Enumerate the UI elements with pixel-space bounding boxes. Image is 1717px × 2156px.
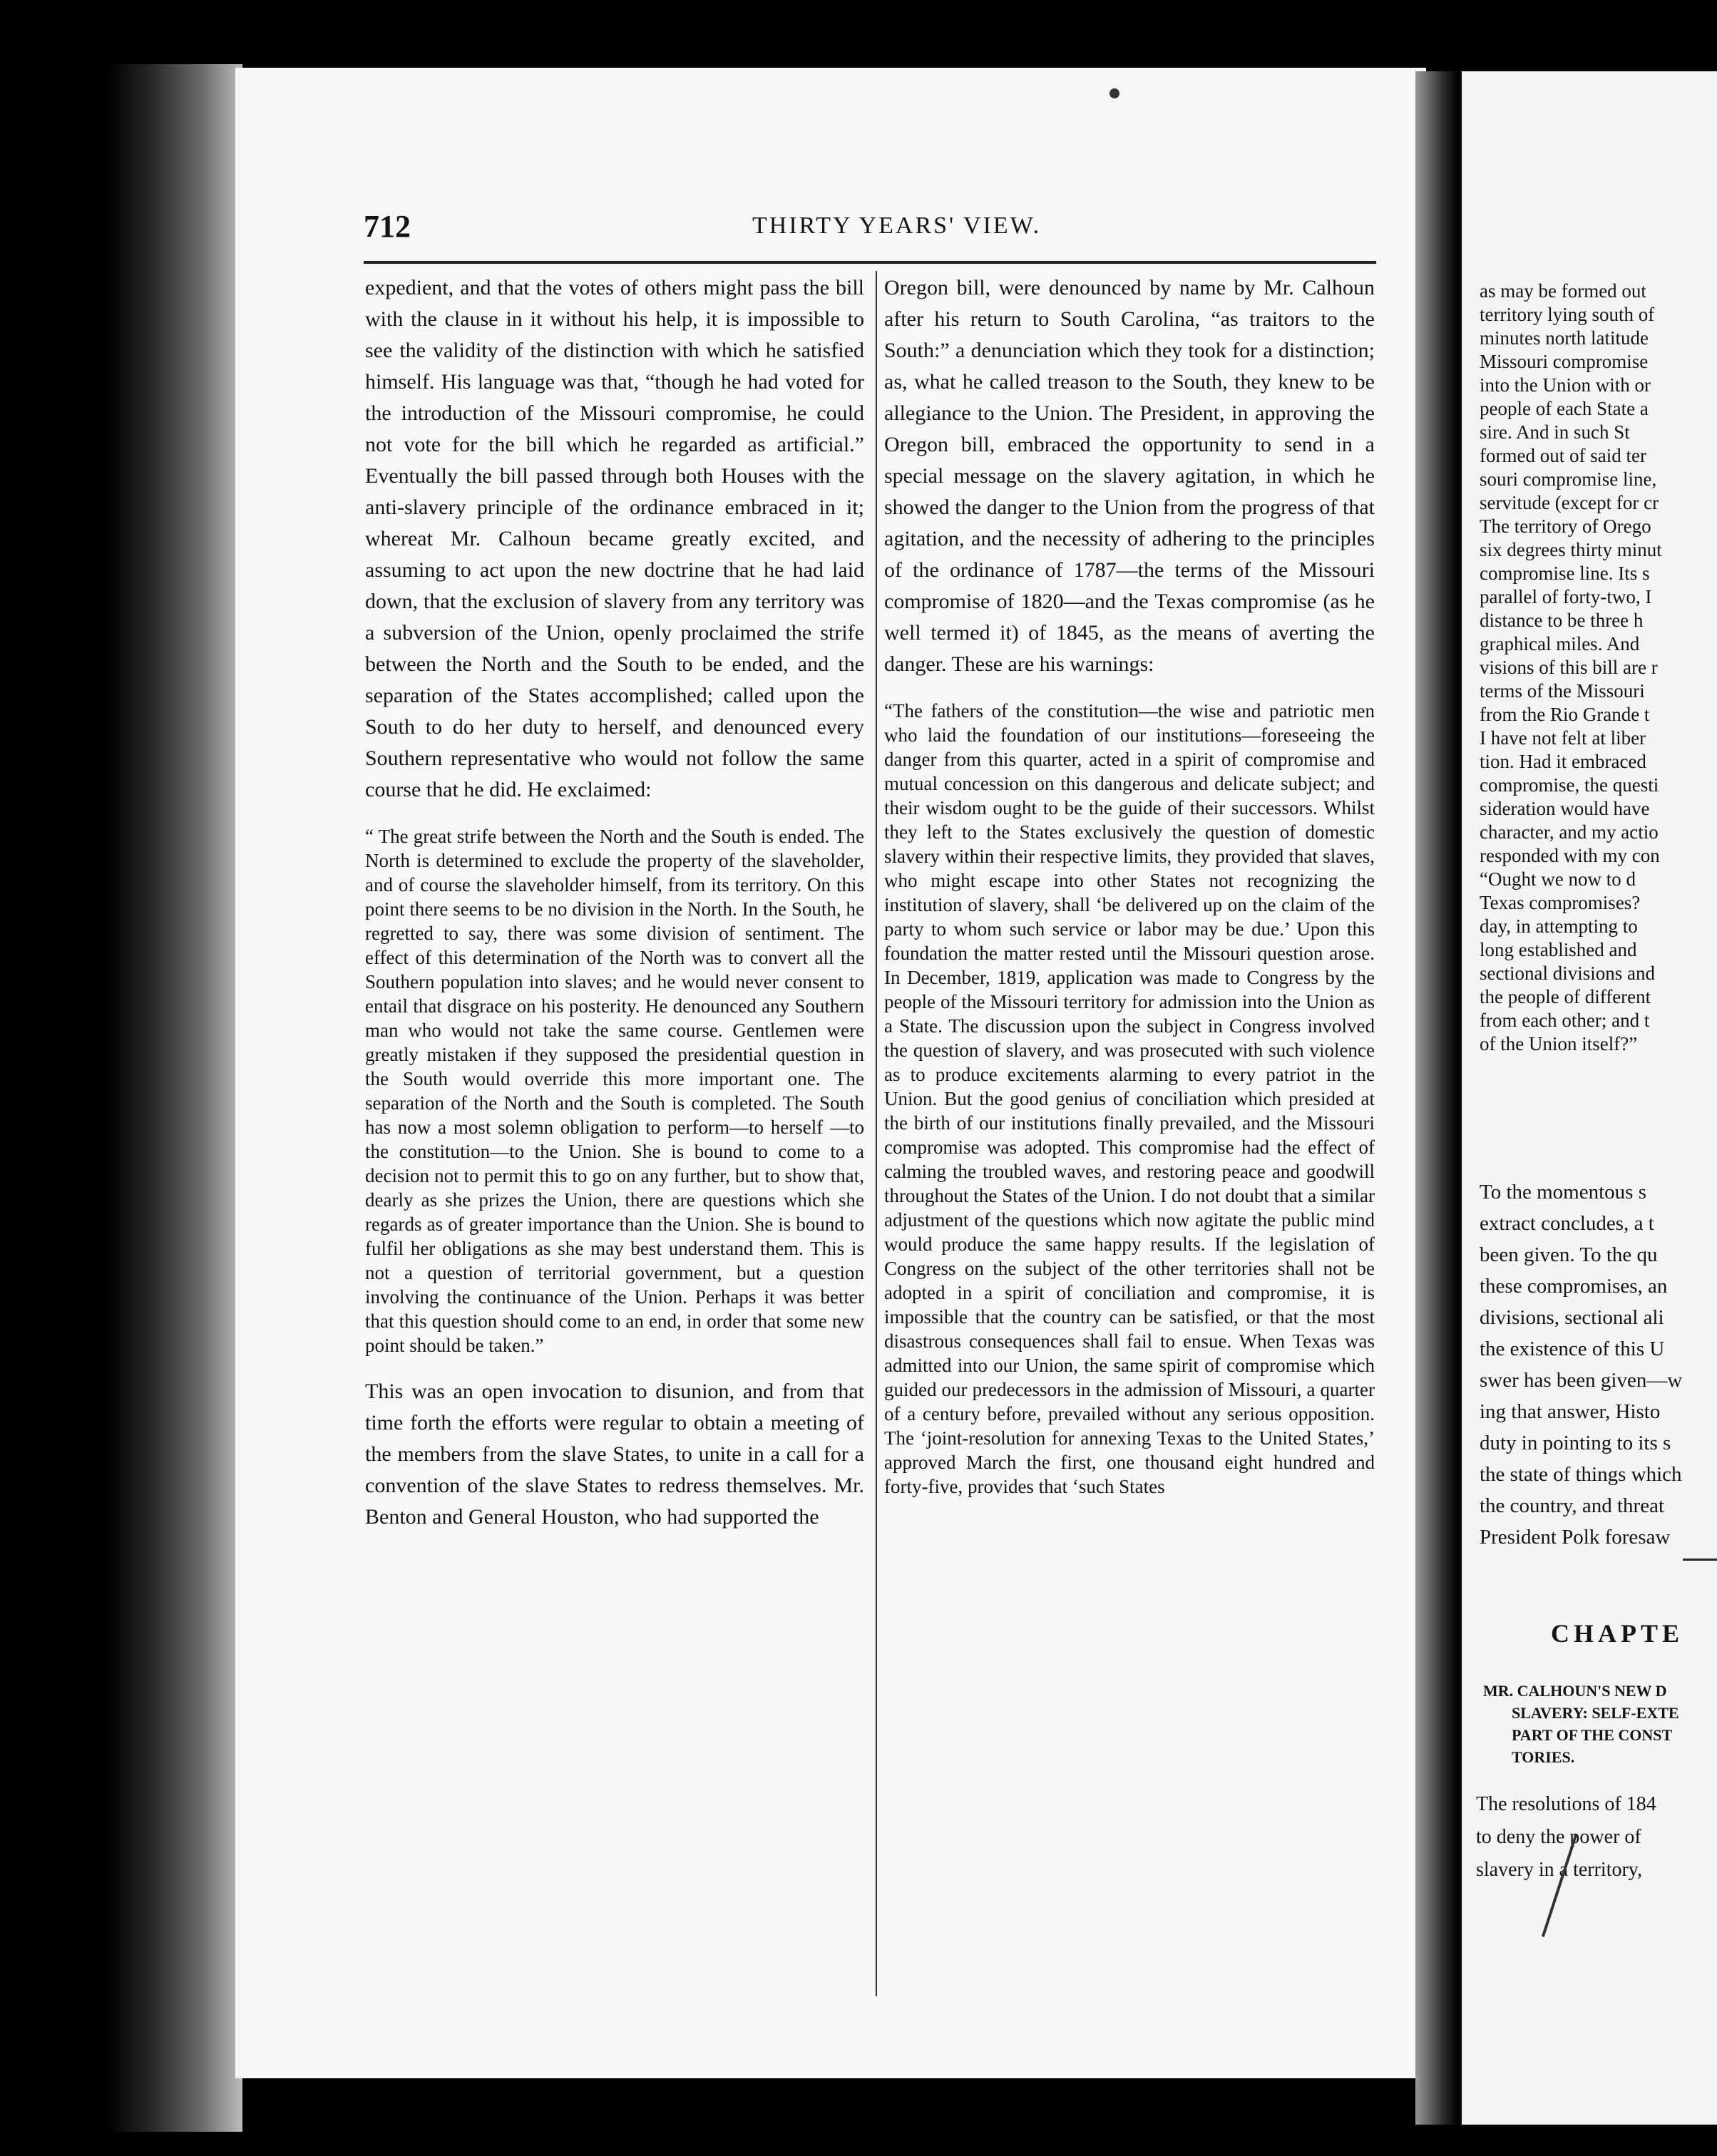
right-line: Texas compromises? xyxy=(1480,892,1641,913)
right-line: slavery in a territory, xyxy=(1476,1859,1642,1881)
page-header xyxy=(364,208,1376,251)
right-line: people of each State a xyxy=(1480,398,1649,419)
chapter-summary xyxy=(1483,1680,1679,1768)
right-line: extract concludes, a t xyxy=(1480,1212,1654,1235)
chapter-summary-line: MR. CALHOUN'S NEW D xyxy=(1483,1682,1667,1700)
right-line: The territory of Orego xyxy=(1480,515,1651,537)
right-line: visions of this bill are r xyxy=(1480,657,1658,678)
right-line: distance to be three h xyxy=(1480,610,1644,631)
left-paragraph-1: expedient, and that the votes of others might pass the bill with the clause in it without his help, it is impossible to see the validity of the distinction with which he satisfied himself. His language was that, “though he had voted for the introduction of the Missouri compromise, he could not vote for the bill which he regarded as artificial.” Eventually the bill passed through both Houses with the anti-slavery principle of the ordinance embraced in it; whereat Mr. Calhoun became greatly excited, and assuming to act upon the new doctrine that he had laid down, that the exclusion of slavery from any territory was a subversion of the Union, openly proclaimed the strife between the North and the South to be ended, and the separation of the States accomplished; called upon the South to do her duty to herself, and denounced every Southern representative who would not follow the same course that he did. He exclaimed: xyxy=(365,276,864,801)
right-line: The resolutions of 184 xyxy=(1476,1793,1656,1815)
right-line: from each other; and t xyxy=(1480,1010,1650,1031)
right-page-text-bottom xyxy=(1476,1788,1656,1886)
right-line: to deny the power of xyxy=(1476,1826,1641,1848)
right-line: graphical miles. And xyxy=(1480,633,1640,654)
right-line: servitude (except for cr xyxy=(1480,492,1659,513)
right-line: long established and xyxy=(1480,939,1637,960)
right-line: President Polk foresaw xyxy=(1480,1526,1671,1549)
right-line: territory lying south of xyxy=(1480,304,1655,325)
right-line: as may be formed out xyxy=(1480,280,1646,302)
polk-message-quote: “The fathers of the constitution—the wise and patriotic men who laid the foundation of our institutions—foreseeing the danger from this quarter, acted in a spirit of compromise and mutual concession on this dangerous and delicate subject; and their wisdom ought to be the guide of their successors. Whilst they left to the States exclusively the question of domestic slavery within their respective limits, they provided that slaves, who might escape into other States not recognizing the institution of slavery, shall ‘be delivered up on the claim of the party to whom such service or labor may be due.’ Upon this foundation the matter rested until the Missouri question arose. In December, 1819, application was made to Congress by the people of the Missouri territory for admission into the Union as a State. The discussion upon the subject in Congress involved the question of slavery, and was prosecuted with such violence as to produce excitements alarming to every patriot in the Union. But the good genius of conciliation which presided at the birth of our institutions finally prevailed, and the Missouri compromise was adopted. This compromise had the effect of calming the troubled waves, and restoring peace and goodwill throughout the States of the Union. I do not doubt that a similar adjustment of the questions which now agitate the public mind would produce the same happy results. If the legislation of Congress on the subject of the other territories shall not be adopted in a spirit of conciliation and compromise, it is impossible that the country can be satisfied, or that the most disastrous consequences shall fail to ensue. When Texas was admitted into our Union, the same spirit of compromise which guided our predecessors in the admission of Missouri, a quarter of a century before, prevailed without any serious opposition. The ‘joint-resolution for annexing Texas to the United States,’ approved March the first, one thousand eight hundred and forty-five, provides that ‘such States xyxy=(884,700,1375,1497)
right-page-text-mid xyxy=(1480,1176,1717,1553)
right-line: the country, and threat xyxy=(1480,1494,1665,1517)
column-divider xyxy=(876,271,877,1996)
right-line: Missouri compromise xyxy=(1480,351,1649,372)
right-line: duty in pointing to its s xyxy=(1480,1432,1671,1454)
right-line: the people of different xyxy=(1480,986,1651,1007)
right-line: minutes north latitude xyxy=(1480,327,1649,349)
right-line: souri compromise line, xyxy=(1480,468,1657,490)
middle-paragraph-1: Oregon bill, were denounced by name by Mr. Calhoun after his return to South Carolina, “as traitors to the South:” a denunciation which they took for a distinction; as, what he called treason to the South, they knew to be allegiance to the Union. The President, in approving the Oregon bill, embraced the opportunity to send in a special message on the slavery agitation, in which he showed the danger to the Union from the progress of that agitation, and the necessity of adhering to the principles of the ordinance of 1787—the terms of the Missouri compromise of 1820—and the Texas compromise (as he well termed it) of 1845, as the means of averting the danger. These are his warnings: xyxy=(884,276,1375,676)
right-line: “Ought we now to d xyxy=(1480,868,1636,890)
chapter-heading: CHAPTE xyxy=(1551,1619,1684,1648)
header-rule xyxy=(364,261,1376,264)
right-line: been given. To the qu xyxy=(1480,1243,1658,1266)
right-line: tion. Had it embraced xyxy=(1480,751,1646,772)
right-line: six degrees thirty minut xyxy=(1480,539,1662,560)
left-column xyxy=(365,272,864,1533)
running-title: THIRTY YEARS' VIEW. xyxy=(752,212,1042,239)
right-line: compromise, the questi xyxy=(1480,774,1659,796)
right-line: compromise line. Its s xyxy=(1480,563,1650,584)
book-spine-shadow xyxy=(107,64,242,2132)
right-line: into the Union with or xyxy=(1480,374,1651,396)
section-rule xyxy=(1683,1559,1717,1561)
page-number: 712 xyxy=(364,209,411,244)
right-line: day, in attempting to xyxy=(1480,915,1638,937)
right-line: character, and my actio xyxy=(1480,821,1659,843)
right-line: these compromises, an xyxy=(1480,1275,1668,1298)
right-line: of the Union itself?” xyxy=(1480,1033,1638,1054)
right-page-text-top xyxy=(1480,279,1717,1056)
right-line: parallel of forty-two, I xyxy=(1480,586,1652,607)
chapter-summary-line: TORIES. xyxy=(1512,1748,1575,1766)
right-line: from the Rio Grande t xyxy=(1480,704,1650,725)
ink-spot xyxy=(1109,88,1119,98)
middle-column xyxy=(884,272,1375,1499)
right-line: sire. And in such St xyxy=(1480,421,1630,443)
right-line: sideration would have xyxy=(1480,798,1650,819)
right-line: the existence of this U xyxy=(1480,1338,1665,1360)
right-line: swer has been given—w xyxy=(1480,1369,1683,1392)
right-line: formed out of said ter xyxy=(1480,445,1646,466)
right-line: terms of the Missouri xyxy=(1480,680,1645,702)
right-line: To the momentous s xyxy=(1480,1181,1646,1203)
right-line: ing that answer, Histo xyxy=(1480,1400,1661,1423)
left-paragraph-2: This was an open invocation to disunion, and from that time forth the efforts were regular to obtain a meeting of the members from the slave States, to unite in a call for a convention of the slave States to redress themselves. Mr. Benton and General Houston, who had supported the xyxy=(365,1380,864,1529)
chapter-summary-line: SLAVERY: SELF-EXTE xyxy=(1512,1704,1679,1722)
right-line: I have not felt at liber xyxy=(1480,727,1646,749)
calhoun-quote: “ The great strife between the North and the South is ended. The North is determined to exclude the property of the slaveholder, and of course the slaveholder himself, from its territory. On this point there seems to be no division in the North. In the South, he regretted to say, there was some division of sentiment. The effect of this determination of the North was to convert all the Southern population into slaves; and he would never consent to entail that disgrace on his posterity. He denounced any Southern man who would not take the same course. Gentlemen were greatly mistaken if they supposed the presidential question in the South would override this more important one. The separation of the North and the South is completed. The South has now a most solemn obligation to perform—to herself —to the constitution—to the Union. She is bound to come to a decision not to permit this to go on any further, but to show that, dearly as she prizes the Union, there are questions which she regards as of greater importance than the Union. She is bound to fulfil her obligations as she may best understand them. This is not a question of territorial government, but a question involving the continuance of the Union. Perhaps it was better that this question should come to an end, in order that some new point should be taken.” xyxy=(365,826,864,1356)
chapter-summary-line: PART OF THE CONST xyxy=(1512,1726,1673,1744)
right-line: divisions, sectional ali xyxy=(1480,1306,1664,1329)
right-line: sectional divisions and xyxy=(1480,962,1655,984)
right-line: the state of things which xyxy=(1480,1463,1682,1486)
right-line: responded with my con xyxy=(1480,845,1660,866)
